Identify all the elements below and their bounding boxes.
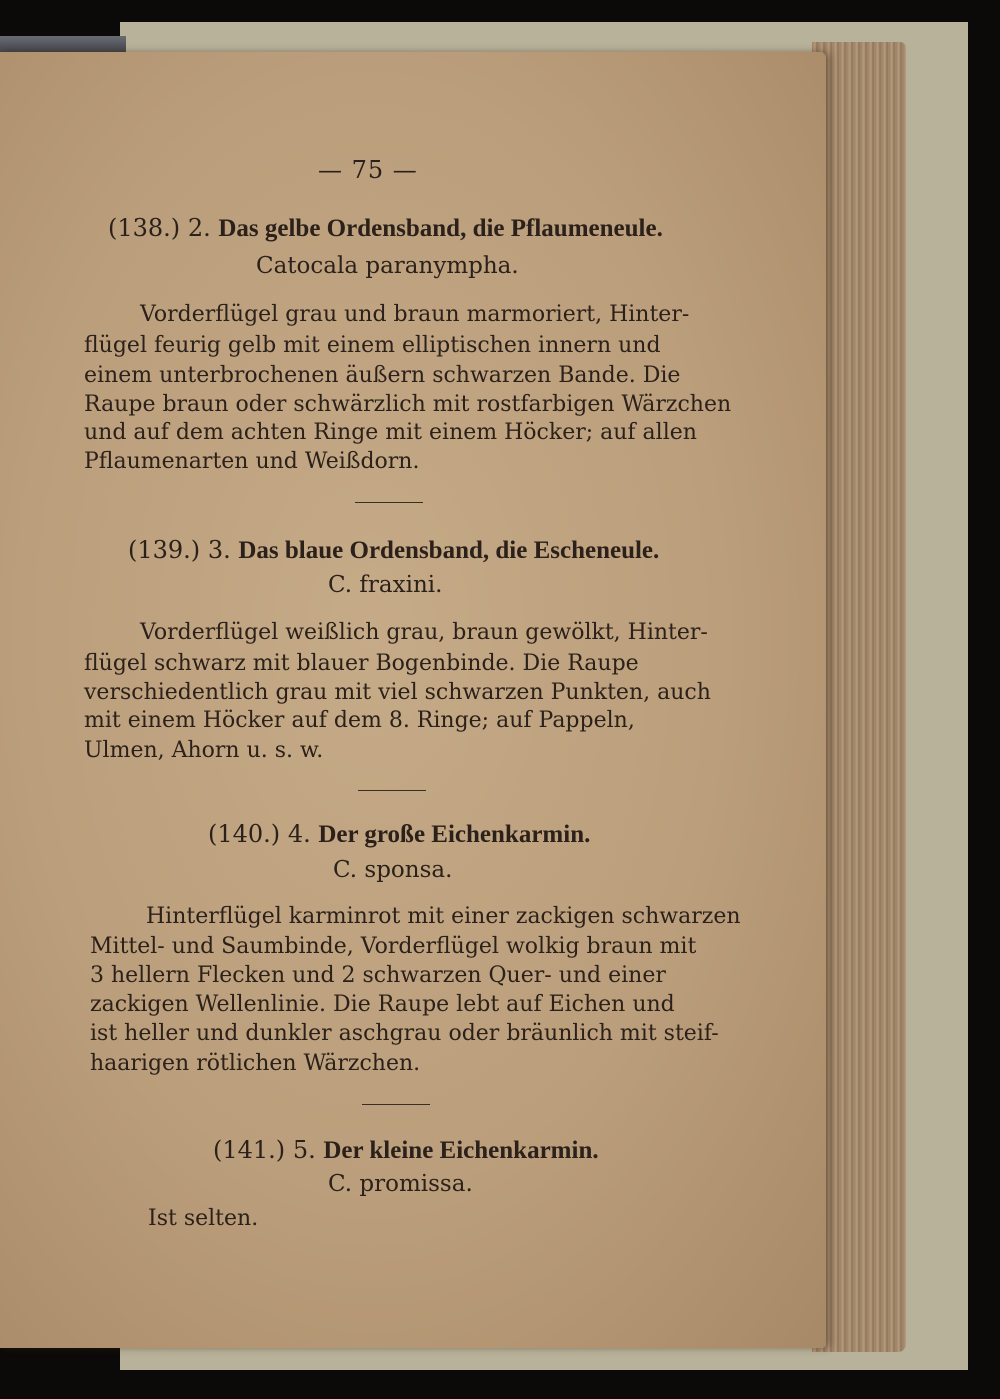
page-edges [812, 42, 906, 1352]
entry-number: (140.) [208, 820, 281, 848]
entry-latin-name: C. promissa. [328, 1171, 473, 1197]
entry-index: 4. [287, 820, 311, 848]
section-divider [355, 502, 423, 503]
entry-text-line: Hinterflügel karminrot mit einer zackigen schwarzen [146, 904, 741, 929]
entry-text-line: Ist selten. [148, 1206, 259, 1231]
entry-number: (141.) [213, 1136, 286, 1164]
entry-title: Der kleine Eichenkarmin. [323, 1137, 599, 1164]
entry-text-line: Vorderflügel weißlich grau, braun gewölkt, Hinter- [140, 620, 708, 645]
entry-text-line: Vorderflügel grau und braun marmoriert, Hinter- [140, 302, 690, 327]
entry-heading [108, 214, 663, 243]
entry-index: 3. [207, 536, 231, 564]
entry-index: 2. [187, 214, 211, 242]
entry-text-line: flügel feurig gelb mit einem elliptischen innern und [84, 333, 661, 358]
entry-text-line: verschiedentlich grau mit viel schwarzen Punkten, auch [84, 680, 711, 705]
entry-index: 5. [292, 1136, 316, 1164]
entry-number: (139.) [128, 536, 201, 564]
entry-latin-name: Catocala paranympha. [256, 253, 519, 279]
entry-title: Der große Eichenkarmin. [318, 821, 591, 848]
entry-text-line: zackigen Wellenlinie. Die Raupe lebt auf Eichen und [90, 992, 675, 1017]
entry-text-line: 3 hellern Flecken und 2 schwarzen Quer- und einer [90, 963, 666, 988]
entry-latin-name: C. sponsa. [333, 857, 453, 883]
entry-title: Das blaue Ordensband, die Escheneule. [238, 537, 660, 564]
entry-text-line: einem unterbrochenen äußern schwarzen Bande. Die [84, 363, 681, 388]
entry-text-line: flügel schwarz mit blauer Bogenbinde. Die Raupe [84, 651, 639, 676]
entry-text-line: und auf dem achten Ringe mit einem Höcker; auf allen [84, 420, 697, 445]
entry-heading [213, 1136, 599, 1165]
entry-text-line: ist heller und dunkler aschgrau oder bräunlich mit steif- [90, 1021, 719, 1046]
entry-heading [128, 536, 659, 565]
entry-text-line: Raupe braun oder schwärzlich mit rostfarbigen Wärzchen [84, 392, 732, 417]
entry-text-line: Ulmen, Ahorn u. s. w. [84, 738, 324, 763]
entry-text-line: Pflaumenarten und Weißdorn. [84, 449, 420, 474]
entry-text-line: haarigen rötlichen Wärzchen. [90, 1051, 421, 1076]
entry-text-line: Mittel- und Saumbinde, Vorderflügel wolkig braun mit [90, 934, 697, 959]
entry-text-line: mit einem Höcker auf dem 8. Ringe; auf Pappeln, [84, 708, 635, 733]
page-number: — 75 — [318, 156, 418, 184]
entry-number: (138.) [108, 214, 181, 242]
entry-title: Das gelbe Ordensband, die Pflaumeneule. [218, 215, 663, 242]
section-divider [362, 1104, 430, 1105]
entry-heading [208, 820, 590, 849]
entry-latin-name: C. fraxini. [328, 572, 443, 598]
section-divider [358, 790, 426, 791]
